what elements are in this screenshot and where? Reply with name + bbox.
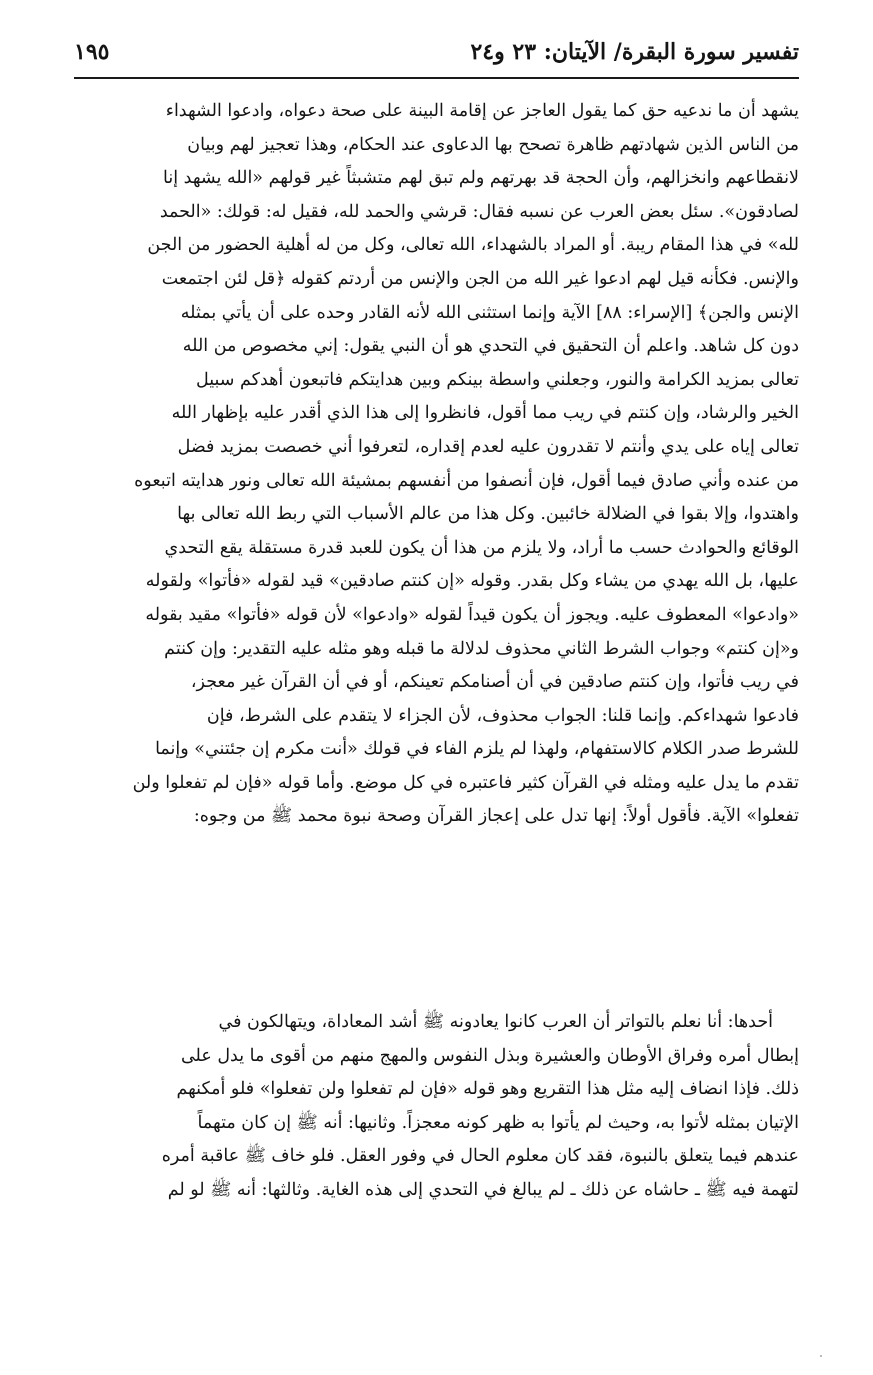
text-line: لانقطاعهم وانخزالهم، وأن الحجة قد بهرتهم ولم تبق لهم متشبثاً غير قولهم «الله يشهد إنا bbox=[163, 168, 799, 189]
text-line: «وادعوا» المعطوف عليه. ويجوز أن يكون قيداً لقوله «وادعوا» لأن قوله «فأتوا» مقيد بقوله bbox=[145, 604, 799, 625]
text-line: فادعوا شهداءكم. وإنما قلنا: الجواب محذوف، لأن الجزاء لا يتقدم على الشرط، فإن bbox=[206, 705, 799, 726]
text-line: من الناس الذين شهادتهم ظاهرة تصحح بها الدعاوى عند الحكام، وهذا تعجيز لهم وبيان bbox=[187, 134, 799, 155]
text-line: والإنس. فكأنه قيل لهم ادعوا غير الله من الجن والإنس من أردتم كقوله ﴿قل لئن اجتمعت bbox=[161, 268, 799, 289]
text-line: و«إن كنتم» وجواب الشرط الثاني محذوف لدلالة ما قبله وهو مثله عليه التقدير: وإن كنتم bbox=[164, 638, 799, 659]
text-line: تعالى إياه على يدي وأنتم لا تقدرون عليه لعدم إقداره، لتعرفوا أني خصصت بمزيد فضل bbox=[177, 436, 799, 457]
text-line: الوقائع والحوادث حسب ما أراد، ولا يلزم من هذا أن يكون للعبد قدرة مستقلة يقع التحدي bbox=[164, 537, 799, 558]
text-line: عندهم فيما يتعلق بالنبوة، فقد كان معلوم الحال في وفور العقل. فلو خاف ﷺ عاقبة أمره bbox=[161, 1146, 799, 1167]
body-text-block-2 bbox=[74, 1006, 799, 1208]
text-line: لله» في هذا المقام ريبة. أو المراد بالشهداء، الله تعالى، وكل من له أهلية الحضور من الجن bbox=[147, 235, 799, 256]
text-line: تفعلوا» الآية. فأقول أولاً: إنها تدل على إعجاز القرآن وصحة نبوة محمد ﷺ من وجوه: bbox=[193, 806, 799, 827]
text-line: لصادقون». سئل بعض العرب عن نسبه فقال: قرشي والحمد لله، فقيل له: قولك: «الحمد bbox=[159, 201, 799, 222]
text-line: إبطال أمره وفراق الأوطان والعشيرة وبذل النفوس والمهج منهم من أقوى ما يدل على bbox=[180, 1045, 799, 1066]
text-line: الخير والرشاد، وإن كنتم في ريب مما أقول، فانظروا إلى هذا الذي أقدر عليه بإظهار الله bbox=[171, 403, 799, 424]
body-text-block-1 bbox=[74, 95, 799, 834]
margin-speck bbox=[820, 1355, 822, 1357]
text-line: تعالى بمزيد الكرامة والنور، وجعلني واسطة بينكم وبين هدايتكم فاتبعون أهدكم سبيل bbox=[195, 369, 799, 390]
text-line: الإنس والجن﴾ [الإسراء: ٨٨] الآية وإنما استثنى الله لأنه القادر وحده على أن يأتي بمثله bbox=[180, 302, 799, 323]
text-line: لتهمة فيه ﷺ ـ حاشاه عن ذلك ـ لم يبالغ في التحدي إلى هذه الغاية. وثالثها: أنه ﷺ لو لم bbox=[167, 1179, 799, 1200]
text-line: دون كل شاهد. واعلم أن التحقيق في التحدي هو أن النبي يقول: إني مخصوص من الله bbox=[182, 336, 799, 357]
text-line: من عنده وأني صادق فيما أقول، فإن أنصفوا من أنفسهم بمشيئة الله تعالى ونور هدايته اتبعوه bbox=[134, 470, 799, 491]
text-line: للشرط صدر الكلام كالاستفهام، ولهذا لم يلزم الفاء في قولك «أنت مكرم إن جئتني» وإنما bbox=[155, 739, 799, 760]
text-line: في ريب فأتوا، وإن كنتم صادقين في أن أصنامكم تعينكم، أو في أن القرآن غير معجز، bbox=[190, 672, 799, 693]
text-line: عليها، بل الله يهدي من يشاء وكل بقدر. وقوله «إن كنتم صادقين» قيد لقوله «فأتوا» ولقوله bbox=[145, 571, 799, 592]
text-line: يشهد أن ما ندعيه حق كما يقول العاجز عن إقامة البينة على صحة دعواه، وادعوا الشهداء bbox=[165, 101, 799, 121]
text-line: واهتدوا، وإلا بقوا في الضلالة خائبين. وكل هذا من عالم الأسباب التي ربط الله تعالى بها bbox=[177, 504, 799, 525]
running-head bbox=[74, 33, 799, 71]
running-title: تفسير سورة البقرة/ الآيتان: ٢٣ و٢٤ bbox=[470, 39, 799, 65]
text-line: الإتيان بمثله لأتوا به، وحيث لم يأتوا به ظهر كونه معجزاً. وثانيها: أنه ﷺ إن كان متهماً bbox=[197, 1112, 799, 1133]
page-number: ١٩٥ bbox=[74, 39, 110, 65]
text-line: ذلك. فإذا انضاف إليه مثل هذا التقريع وهو قوله «فإن لم تفعلوا ولن تفعلوا» فلو أمكنهم bbox=[176, 1079, 799, 1100]
header-rule bbox=[74, 77, 799, 79]
text-line: تقدم ما يدل عليه ومثله في القرآن كثير فاعتبره في كل موضع. وأما قوله «فإن لم تفعلوا ولن bbox=[132, 772, 799, 793]
text-line: أحدها: أنا نعلم بالتواتر أن العرب كانوا يعادونه ﷺ أشد المعاداة، ويتهالكون في bbox=[218, 1012, 773, 1032]
